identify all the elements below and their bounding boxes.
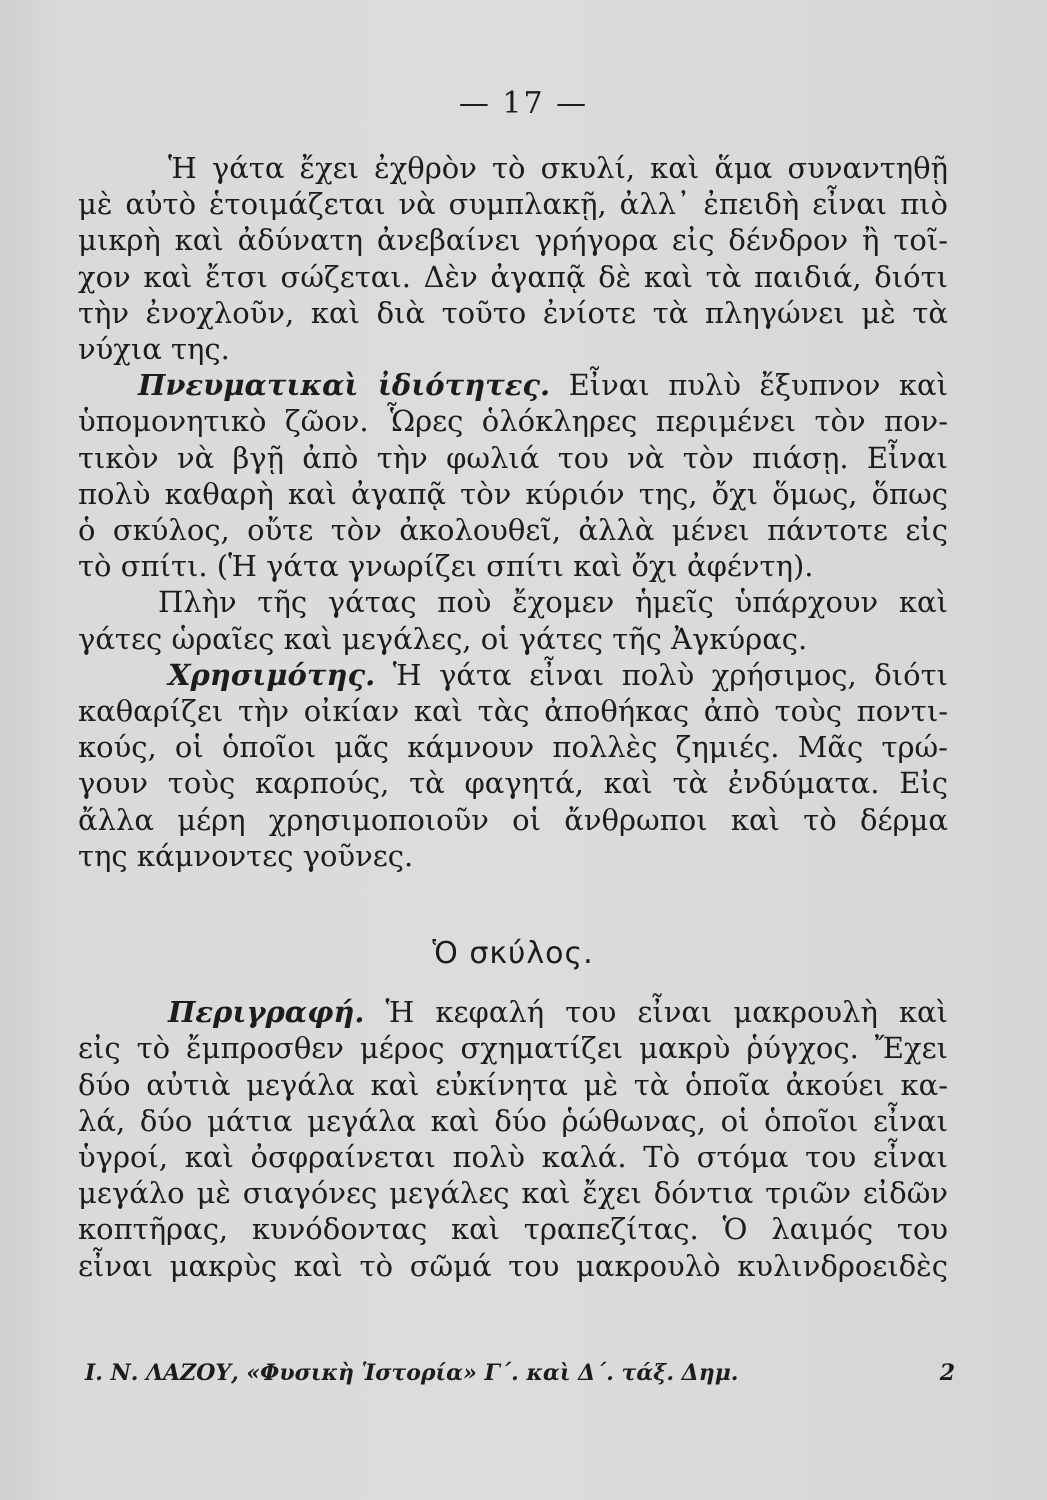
text-line: της κάμνοντες γοῦνες. [78, 838, 414, 873]
text-line: ὑπομονητικὸ ζῶον. Ὧρες ὁλόκληρες περιμένει τὸν πον- [78, 404, 948, 439]
text-line: μικρὴ καὶ ἀδύνατη ἀνεβαίνει γρήγορα εἰς δένδρον ἢ τοῖ- [78, 223, 948, 258]
text-line: λά, δύο μάτια μεγάλα καὶ δύο ῥώθωνας, οἱ ὁποῖοι εἶναι [78, 1103, 948, 1138]
text-line: Ἡ κεφαλή του εἶναι μακρουλὴ καὶ [364, 995, 948, 1030]
text-line: Ἡ γάτα ἔχει ἐχθρὸν τὸ σκυλί, καὶ ἅμα συναντηθῇ [168, 151, 948, 185]
heading-description: Περιγραφή. [168, 995, 365, 1030]
paragraph-mental-traits [78, 367, 948, 584]
text-line: τὸ σπίτι. (Ἡ γάτα γνωρίζει σπίτι καὶ ὄχι ἀφέντη). [78, 549, 814, 584]
text-line: μὲ αὐτὸ ἑτοιμάζεται νὰ συμπλακῇ, ἀλλ᾽ ἐπειδὴ εἶναι πιὸ [78, 187, 948, 222]
text-line: Ἡ γάτα εἶναι πολὺ χρήσιμος, διότι [375, 657, 948, 692]
text-line: νύχια της. [78, 332, 230, 367]
text-line: εἰς τὸ ἔμπροσθεν μέρος σχηματίζει μακρὺ ῥύγχος. Ἔχει [78, 1031, 948, 1066]
text-line: πολὺ καθαρὴ καὶ ἀγαπᾷ τὸν κύριόν της, ὄχι ὅμως, ὅπως [78, 476, 948, 511]
footer-citation: Ι. Ν. ΛΑΖΟΥ, «Φυσικὴ Ἱστορία» Γ΄. καὶ Δ΄. τάξ. Δημ. [85, 1360, 739, 1386]
page-footer [85, 1360, 955, 1386]
text-line: Πλὴν τῆς γάτας ποὺ ἔχομεν ἡμεῖς ὑπάρχουν καὶ [158, 585, 948, 620]
heading-mental-traits: Πνευματικαὶ ἰδιότητες. [138, 368, 551, 403]
text-line: γουν τοὺς καρπούς, τὰ φαγητά, καὶ τὰ ἐνδύματα. Εἰς [78, 766, 948, 801]
paragraph-angora [78, 584, 948, 656]
text-line: καθαρίζει τὴν οἰκίαν καὶ τὰς ἀποθήκας ἀπὸ τοὺς ποντι- [78, 694, 948, 729]
footer-signature-number: 2 [939, 1360, 955, 1386]
text-line: χον καὶ ἔτσι σώζεται. Δὲν ἀγαπᾷ δὲ καὶ τὰ παιδιά, διότι [78, 259, 948, 294]
paragraph-dog-description [78, 994, 948, 1284]
heading-usefulness: Χρησιμότης. [168, 657, 376, 692]
text-line: κοπτῆρας, κυνόδοντας καὶ τραπεζίτας. Ὁ λαιμός του [78, 1212, 948, 1247]
text-line: γάτες ὡραῖες καὶ μεγάλες, οἱ γάτες τῆς Ἀγκύρας. [78, 621, 808, 656]
text-line: τικὸν νὰ βγῇ ἀπὸ τὴν φωλιά του νὰ τὸν πιάσῃ. Εἶναι [78, 440, 948, 475]
text-line: τὴν ἐνοχλοῦν, καὶ διὰ τοῦτο ἐνίοτε τὰ πληγώνει μὲ τὰ [78, 295, 948, 330]
section-title-dog: Ὁ σκύλος. [432, 936, 594, 972]
text-line: Εἶναι πυλὺ ἔξυπνον καὶ [550, 368, 948, 403]
paragraph-usefulness [78, 657, 948, 874]
text-line: ἄλλα μέρη χρησιμοποιοῦν οἱ ἄνθρωποι καὶ τὸ δέρμα [78, 802, 948, 837]
text-line: εἶναι μακρὺς καὶ τὸ σῶμά του μακρουλὸ κυλινδροειδὲς [78, 1248, 948, 1283]
text-line: μεγάλο μὲ σιαγόνες μεγάλες καὶ ἔχει δόντια τριῶν εἰδῶν [78, 1176, 948, 1211]
text-line: κούς, οἱ ὁποῖοι μᾶς κάμνουν πολλὲς ζημιές. Μᾶς τρώ- [78, 730, 948, 765]
body-text [78, 150, 948, 1284]
paragraph-cat-enemy [78, 150, 948, 367]
text-line: ὁ σκύλος, οὔτε τὸν ἀκολουθεῖ, ἀλλὰ μένει πάντοτε εἰς [78, 513, 948, 548]
page-number: — 17 — [458, 86, 589, 121]
text-line: δύο αὐτιὰ μεγάλα καὶ εὐκίνητα μὲ τὰ ὁποῖα ἀκούει κα- [78, 1067, 948, 1102]
text-line: ὑγροί, καὶ ὀσφραίνεται πολὺ καλά. Τὸ στόμα του εἶναι [78, 1140, 948, 1175]
